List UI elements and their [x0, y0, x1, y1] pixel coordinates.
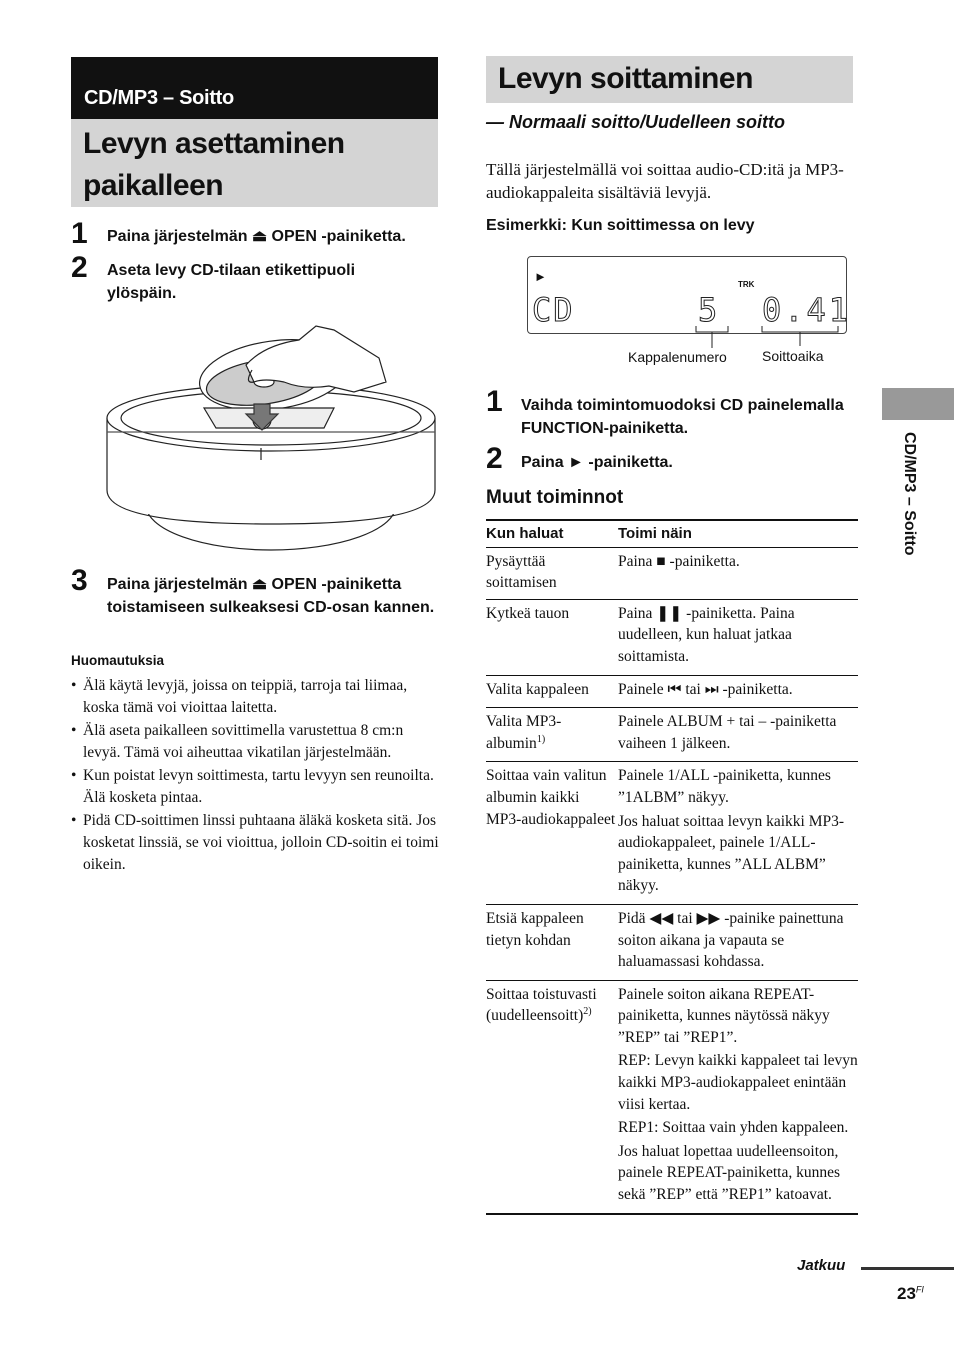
display-time: 0.41 — [762, 291, 852, 329]
action-cell: Paina ❚❚ -painiketta. Paina uudelleen, kun haluat jatkaa soittamista. — [618, 604, 795, 665]
table-row — [486, 904, 858, 980]
action-cell: Jos haluat lopettaa uudelleensoiton, painele REPEAT-painiketta, kunnes sekä ”REP” että ”REP1” katoavat. — [618, 1142, 840, 1204]
table-row — [486, 675, 858, 708]
table-row — [486, 708, 858, 762]
footnote-mark: 1) — [536, 733, 546, 745]
step-number-3: 3 — [71, 564, 88, 597]
want-cell: Valita MP3-albumin — [486, 713, 562, 752]
operations-table — [486, 519, 858, 1215]
note-item: • Älä aseta paikalleen sovittimella varustettua 8 cm:n levyä. Tämä voi aiheuttaa vikatilan järjestelmään. — [71, 720, 441, 764]
want-cell: Soittaa toistuvasti (uudelleensoitt) — [486, 985, 597, 1025]
section-header-bar — [71, 57, 438, 119]
right-title-box — [486, 56, 853, 103]
notes-list — [71, 675, 441, 877]
action-cell: Painele ⏮ tai ⏭ -painiketta. — [618, 680, 793, 698]
want-cell: Valita kappaleen — [486, 680, 589, 698]
table-row — [486, 762, 858, 905]
want-cell: Kytkeä tauon — [486, 604, 570, 622]
display-track: 5 — [698, 291, 718, 329]
page-number — [897, 1284, 924, 1304]
action-cell: Jos haluat soittaa levyn kaikki MP3-audiokappaleet, painele 1/ALL-painiketta, kunnes ”ALL ALBM” näkyy. — [618, 812, 845, 895]
display-callout-lines — [690, 320, 850, 350]
play-icon: ► — [534, 269, 547, 284]
other-functions-heading: Muut toiminnot — [486, 487, 624, 508]
action-cell: Painele 1/ALL -painiketta, kunnes ”1ALBM” näkyy. — [618, 767, 831, 806]
continues-rule — [861, 1267, 954, 1270]
want-cell: Soittaa vain valitun albumin kaikki MP3-audiokappaleet — [486, 767, 616, 828]
note-item: • Älä käytä levyjä, joissa on teippiä, tarroja tai liimaa, koska tämä voi vioittaa laitetta. — [71, 675, 441, 719]
track-number-label: Kappalenumero — [628, 349, 727, 365]
step-number-1: 1 — [71, 217, 88, 250]
column-header: Kun haluat — [486, 520, 618, 547]
example-heading: Esimerkki: Kun soittimessa on levy — [486, 217, 755, 234]
action-cell: REP1: Soittaa vain yhden kappaleen. — [618, 1119, 849, 1137]
table-row — [486, 547, 858, 599]
left-title-box — [71, 119, 438, 207]
subtitle: — Normaali soitto/Uudelleen soitto — [486, 112, 786, 132]
right-step-number-2: 2 — [486, 442, 503, 475]
step-text-2: Aseta levy CD-tilaan etikettipuoli ylöspäin. — [107, 262, 356, 302]
table-header-row — [486, 520, 858, 547]
side-tab-marker — [882, 388, 954, 420]
trk-indicator: TRK — [738, 280, 755, 289]
intro-text: Tällä järjestelmällä voi soittaa audio-CD:itä ja MP3-audiokappaleita sisältäviä levyjä. — [486, 160, 844, 202]
cd-loading-illustration — [104, 320, 444, 554]
notes-heading: Huomautuksia — [71, 653, 165, 668]
step-number-2: 2 — [71, 251, 88, 284]
table-row — [486, 599, 858, 675]
page-lang-suffix: FI — [915, 1284, 924, 1295]
continues-label: Jatkuu — [797, 1257, 846, 1274]
action-cell: Painele ALBUM + tai – -painiketta vaiheen 1 jälkeen. — [618, 713, 837, 752]
side-tab-label-box — [888, 432, 918, 602]
step-text-3: Paina järjestelmän ⏏ OPEN -painiketta toistamiseen sulkeaksesi CD-osan kannen. — [107, 576, 435, 616]
want-cell: Etsiä kappaleen tietyn kohdan — [486, 909, 584, 949]
column-header: Toimi näin — [618, 520, 858, 547]
action-cell: Paina ■ -painiketta. — [618, 552, 740, 570]
page-title-right: Levyn soittaminen — [498, 62, 753, 95]
side-tab-label: CD/MP3 – Soitto — [901, 432, 918, 556]
right-step-text-2: Paina ► -painiketta. — [521, 454, 673, 471]
action-cell: REP: Levyn kaikki kappaleet tai levyn kaikki MP3-audiokappaleet enintään viisi kertaa. — [618, 1052, 858, 1113]
right-step-text-1: Vaihda toimintomuodoksi CD painelemalla FUNCTION-painiketta. — [521, 397, 844, 437]
page-title-left: Levyn asettaminen paikalleen — [83, 127, 345, 202]
note-item: • Kun poistat levyn soittimesta, tartu levyyn sen reunoilta. Älä kosketa pintaa. — [71, 765, 441, 809]
right-step-number-1: 1 — [486, 385, 503, 418]
action-cell: Painele soiton aikana REPEAT-painiketta, kunnes näytössä näkyy ”REP” tai ”REP1”. — [618, 985, 830, 1046]
section-label: CD/MP3 – Soitto — [84, 87, 234, 109]
display-mode: CD — [532, 291, 575, 329]
action-cell: Pidä ◀◀ tai ▶▶ -painike painettuna soiton aikana ja vapauta se haluamassasi kohdassa. — [618, 909, 844, 971]
note-item: • Pidä CD-soittimen linssi puhtaana äläkä kosketa sitä. Jos kosketat linssiä, se voi vioittua, jolloin CD-soitin ei toimi oikein. — [71, 810, 441, 876]
table-row — [486, 980, 858, 1213]
page-number-value: 23 — [897, 1284, 916, 1303]
step-text-1: Paina järjestelmän ⏏ OPEN -painiketta. — [107, 228, 406, 245]
play-time-label: Soittoaika — [762, 348, 824, 364]
want-cell: Pysäyttää soittamisen — [486, 552, 557, 592]
footnote-mark: 2) — [583, 1006, 592, 1018]
